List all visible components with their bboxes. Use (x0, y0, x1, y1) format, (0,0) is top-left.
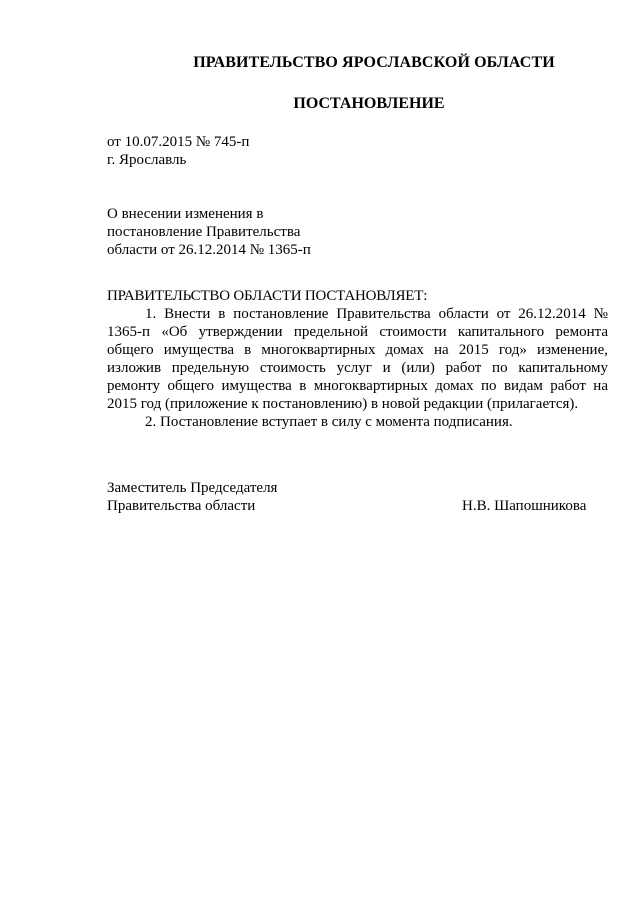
subject-line-1: О внесении изменения в (107, 206, 264, 222)
document-type-title: ПОСТАНОВЛЕНИЕ (293, 95, 445, 112)
decree-body (107, 287, 608, 431)
decree-heading: ПРАВИТЕЛЬСТВО ОБЛАСТИ ПОСТАНОВЛЯЕТ: (107, 288, 428, 304)
date-number-line: от 10.07.2015 № 745-п (107, 134, 250, 150)
signatory-name: Н.В. Шапошникова (462, 498, 587, 514)
decree-item-1: 1. Внести в постановление Правительства области от 26.12.2014 № 1365-п «Об утверждении предельной стоимости капитального ремонта общего имущества в многоквартирных домах на 2015 год» изменение, изложив предельную стоимость услуг и (или) работ по капитальному ремонту общего имущества в многоквартирных домах по видам работ на 2015 год (приложение к постановлению) в новой редакции (прилагается). (107, 306, 608, 412)
signatory-position-line-2: Правительства области (107, 498, 256, 514)
subject-line-2: постановление Правительства (107, 224, 301, 240)
subject-line-3: области от 26.12.2014 № 1365-п (107, 242, 311, 258)
decree-item-2: 2. Постановление вступает в силу с момента подписания. (145, 414, 513, 430)
signatory-position-line-1: Заместитель Председателя (107, 480, 278, 496)
organization-title: ПРАВИТЕЛЬСТВО ЯРОСЛАВСКОЙ ОБЛАСТИ (193, 54, 555, 71)
city-line: г. Ярославль (107, 152, 187, 168)
